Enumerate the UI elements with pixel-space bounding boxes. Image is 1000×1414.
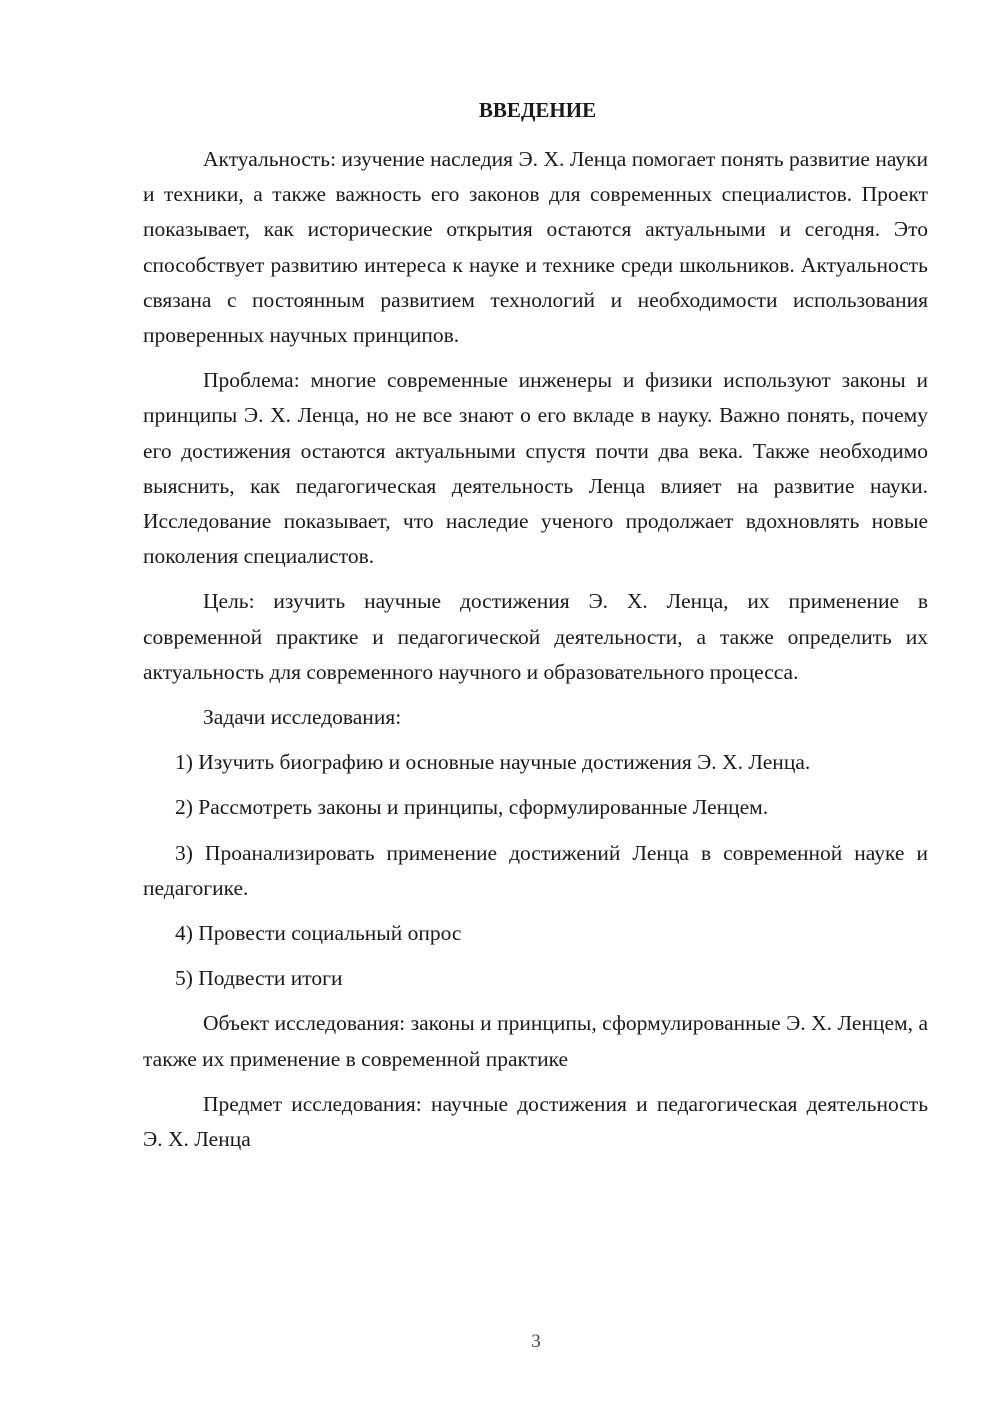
object-paragraph: Объект исследования: законы и принципы, сформулированные Э. Х. Ленцем, а также их применение в современной практике: [143, 1011, 928, 1071]
task-item: 5) Подвести итоги: [175, 966, 343, 991]
task-item: 3) Проанализировать применение достижений Ленца в современной науке и педагогике.: [143, 840, 928, 900]
goal-paragraph: Цель: изучить научные достижения Э. Х. Ленца, их применение в современной практике и педагогической деятельности, а также определить их актуальность для современного научного и образовательного процесса.: [143, 589, 928, 684]
document-page: [143, 92, 928, 1157]
task-item: 2) Рассмотреть законы и принципы, сформулированные Ленцем.: [175, 795, 769, 820]
task-item: 4) Провести социальный опрос: [175, 921, 462, 946]
task-item: 1) Изучить биографию и основные научные достижения Э. Х. Ленца.: [175, 750, 811, 775]
tasks-heading: Задачи исследования:: [203, 705, 402, 730]
page-number: 3: [531, 1331, 541, 1352]
subject-paragraph: Предмет исследования: научные достижения и педагогическая деятельность Э. Х. Ленца: [143, 1091, 928, 1152]
relevance-paragraph: Актуальность: изучение наследия Э. Х. Ленца помогает понять развитие науки и техники, а также важность его законов для современных специалистов. Проект показывает, как исторические открытия остаются актуальными и сегодня. Это способствует развитию интереса к науке и технике среди школьников. Актуальность связана с постоянным развитием технологий и необходимости использования проверенных научных принципов.: [143, 147, 928, 348]
section-title: ВВЕДЕНИЕ: [478, 98, 597, 122]
problem-paragraph: Проблема: многие современные инженеры и физики используют законы и принципы Э. Х. Ленца, но не все знают о его вкладе в науку. Важно понять, почему его достижения остаются актуальными спустя почти два века. Также необходимо выяснить, как педагогическая деятельность Ленца влияет на развитие науки. Исследование показывает, что наследие ученого продолжает вдохновлять новые поколения специалистов.: [143, 368, 928, 569]
